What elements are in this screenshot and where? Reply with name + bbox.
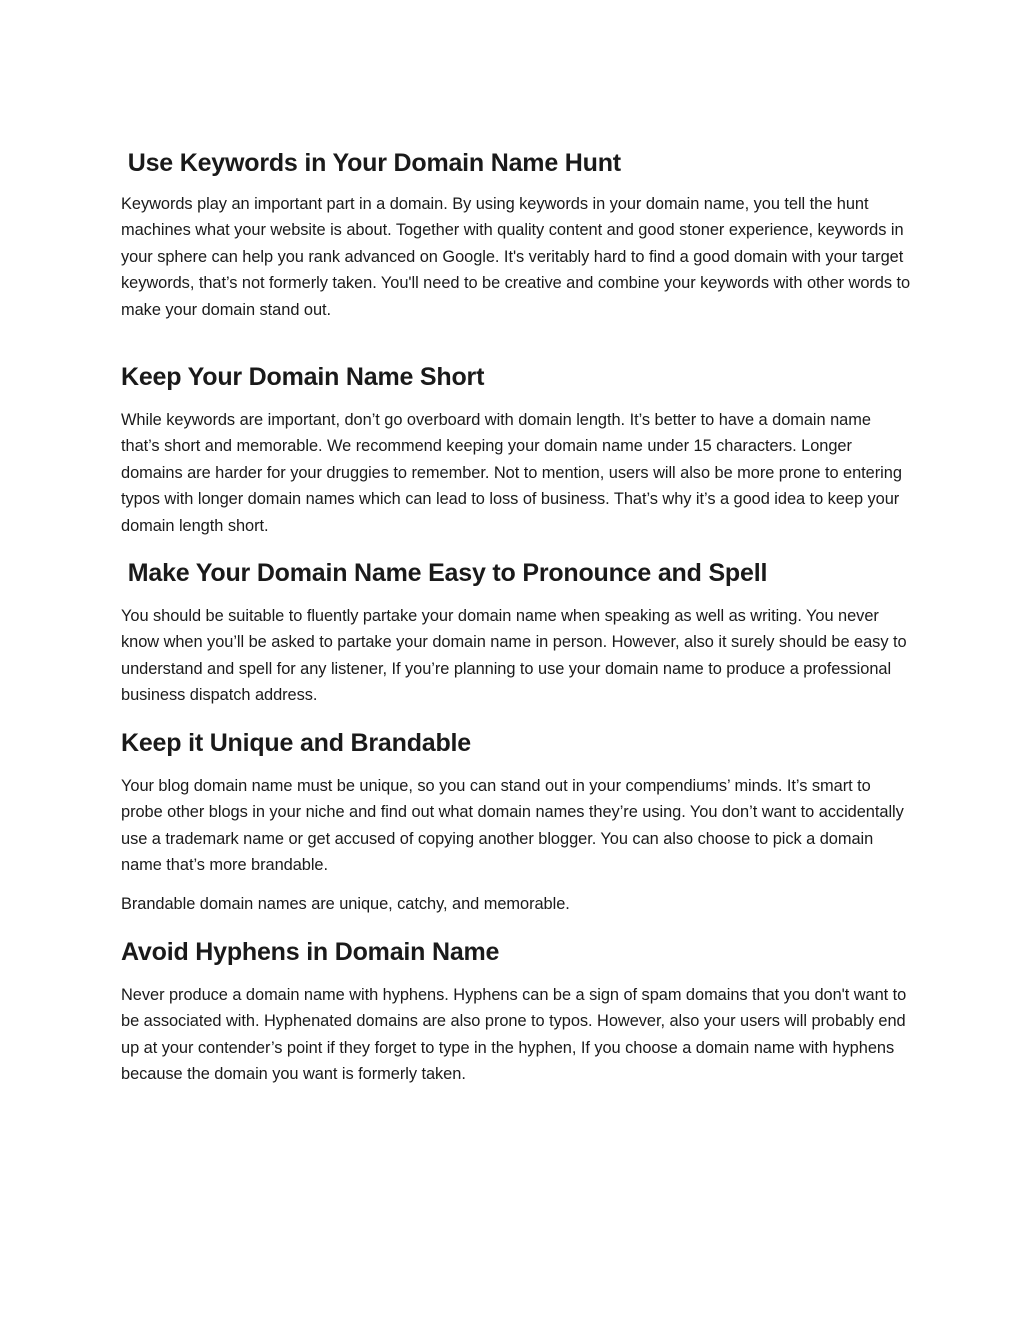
section-heading-unique: Keep it Unique and Brandable — [121, 728, 472, 757]
section-paragraph-unique: Your blog domain name must be unique, so you can stand out in your compendiums’ minds. It’s smart to probe other blogs in your niche and find out what domain names they’re using. You don’t want to accidentally use a trademark name or get accused of copying another blogger. You can also choose to pick a domain name that’s more brandable. — [121, 776, 904, 874]
document-page — [121, 143, 911, 1087]
section-paragraph-keywords: Keywords play an important part in a domain. By using keywords in your domain name, you tell the hunt machines what your website is about. Together with quality content and good stoner experience, keywords in your sphere can help you rank advanced on Google. It's veritably hard to find a good domain with your target keywords, that’s not formerly taken. You'll need to be creative and combine your keywords with other words to make your domain stand out. — [121, 195, 911, 319]
section-heading-keywords: Use Keywords in Your Domain Name Hunt — [121, 149, 621, 177]
section-heading-pronounce: Make Your Domain Name Easy to Pronounce and Spell — [121, 559, 768, 588]
section-paragraph-hyphens: Never produce a domain name with hyphens. Hyphens can be a sign of spam domains that you don't want to be associated with. Hyphenated domains are also prone to typos. However, also your users will probably end up at your contender’s point if they forget to type in the hyphen, If you choose a domain name with hyphens because the domain you want is formerly taken. — [121, 985, 907, 1083]
section-paragraph-brandable: Brandable domain names are unique, catchy, and memorable. — [121, 895, 570, 914]
section-paragraph-short: While keywords are important, don’t go overboard with domain length. It’s better to have a domain name that’s short and memorable. We recommend keeping your domain name under 15 characters. Longer domains are harder for your druggies to remember. Not to mention, users will also be more prone to entering typos with longer domain names which can lead to loss of business. That’s why it’s a good idea to keep your domain length short. — [121, 411, 902, 535]
section-paragraph-pronounce: You should be suitable to fluently partake your domain name when speaking as well as writing. You never know when you’ll be asked to partake your domain name in person. However, also it surely should be easy to understand and spell for any listener, If you’re planning to use your domain name to produce a professional business dispatch address. — [121, 607, 907, 705]
section-heading-short: Keep Your Domain Name Short — [121, 363, 485, 392]
section-heading-hyphens: Avoid Hyphens in Domain Name — [121, 937, 500, 966]
